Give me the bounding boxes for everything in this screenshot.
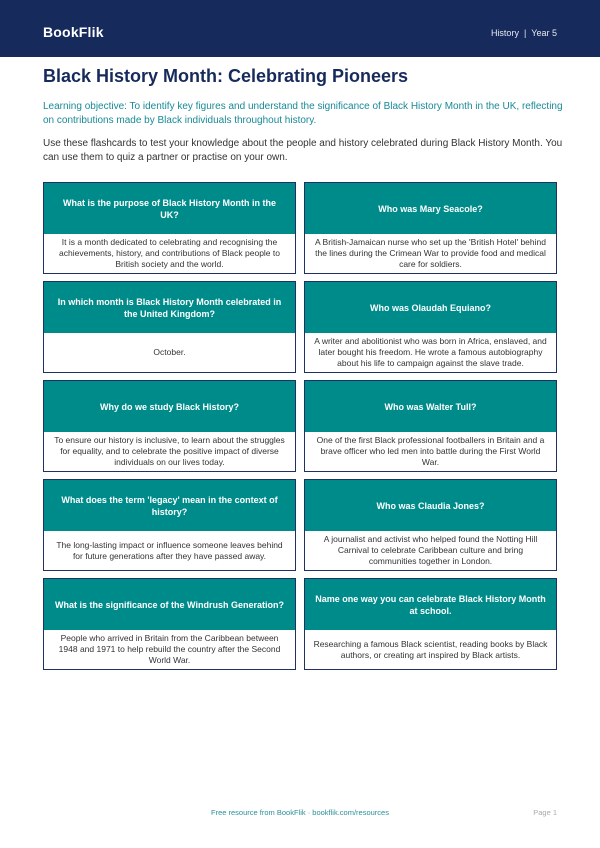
flashcard[interactable] [304,578,557,670]
meta-separator: | [523,28,527,38]
flashcard-answer: To ensure our history is inclusive, to learn about the struggles for equality, and to celebrate the positive impact of diverse individuals on our lives today. [44,432,295,471]
brand-logo[interactable]: BookFlik [43,24,104,40]
flashcard-question: Why do we study Black History? [44,381,295,432]
flashcard-question: Who was Walter Tull? [305,381,556,432]
flashcard-answer: It is a month dedicated to celebrating and recognising the achievements, history, and contributions of Black people to British society and the world. [44,234,295,273]
flashcard[interactable] [304,182,557,274]
flashcard-answer: Researching a famous Black scientist, reading books by Black authors, or creating art inspired by Black artists. [305,630,556,669]
flashcard[interactable] [304,479,557,571]
flashcard[interactable] [43,281,296,373]
flashcard-answer: A British-Jamaican nurse who set up the 'British Hotel' behind the lines during the Crimean War to provide food and medical care for soldiers. [305,234,556,273]
flashcard-answer: One of the first Black professional footballers in Britain and a brave officer who led men into battle during the First World War. [305,432,556,471]
flashcard-answer: A journalist and activist who helped found the Notting Hill Carnival to celebrate Caribbean culture and bring communities together in London. [305,531,556,570]
subject-label: History [490,28,519,38]
flashcard-grid [43,182,557,670]
flashcard-question: Who was Mary Seacole? [305,183,556,234]
flashcard-answer: October. [44,333,295,372]
flashcard[interactable] [43,380,296,472]
flashcard-question: Who was Claudia Jones? [305,480,556,531]
flashcard-answer: The long-lasting impact or influence someone leaves behind for future generations after they have passed away. [44,531,295,570]
flashcard-question: Name one way you can celebrate Black History Month at school. [305,579,556,630]
flashcard-answer: A writer and abolitionist who was born in Africa, enslaved, and later bought his freedom. He wrote a famous autobiography about his life to campaign against the slave trade. [305,333,556,372]
flashcard-question: In which month is Black History Month celebrated in the United Kingdom? [44,282,295,333]
flashcard-question: What is the purpose of Black History Month in the UK? [44,183,295,234]
page-title: Black History Month: Celebrating Pioneers [43,66,409,86]
intro-text: Use these flashcards to test your knowledge about the people and history celebrated during Black History Month. You can use them to quiz a partner or practise on your own. [43,138,563,163]
flashcard[interactable] [43,182,296,274]
header-meta [491,28,557,38]
flashcard-question: What does the term 'legacy' mean in the context of history? [44,480,295,531]
flashcard-answer: People who arrived in Britain from the Caribbean between 1948 and 1971 to help rebuild the country after the Second World War. [44,630,295,669]
header-bar [0,0,600,57]
flashcard[interactable] [43,479,296,571]
flashcard-question: What is the significance of the Windrush Generation? [44,579,295,630]
flashcard-question: Who was Olaudah Equiano? [305,282,556,333]
flashcard[interactable] [43,578,296,670]
year-label: Year 5 [531,28,557,38]
flashcard[interactable] [304,281,557,373]
learning-objective: Learning objective: To identify key figures and understand the significance of Black History Month in the UK, reflecting on contributions made by Black individuals throughout history. [43,101,563,126]
flashcard[interactable] [304,380,557,472]
footer-credit[interactable]: Free resource from BookFlik · bookflik.com/resources [211,808,389,817]
page-number: Page 1 [533,808,557,817]
